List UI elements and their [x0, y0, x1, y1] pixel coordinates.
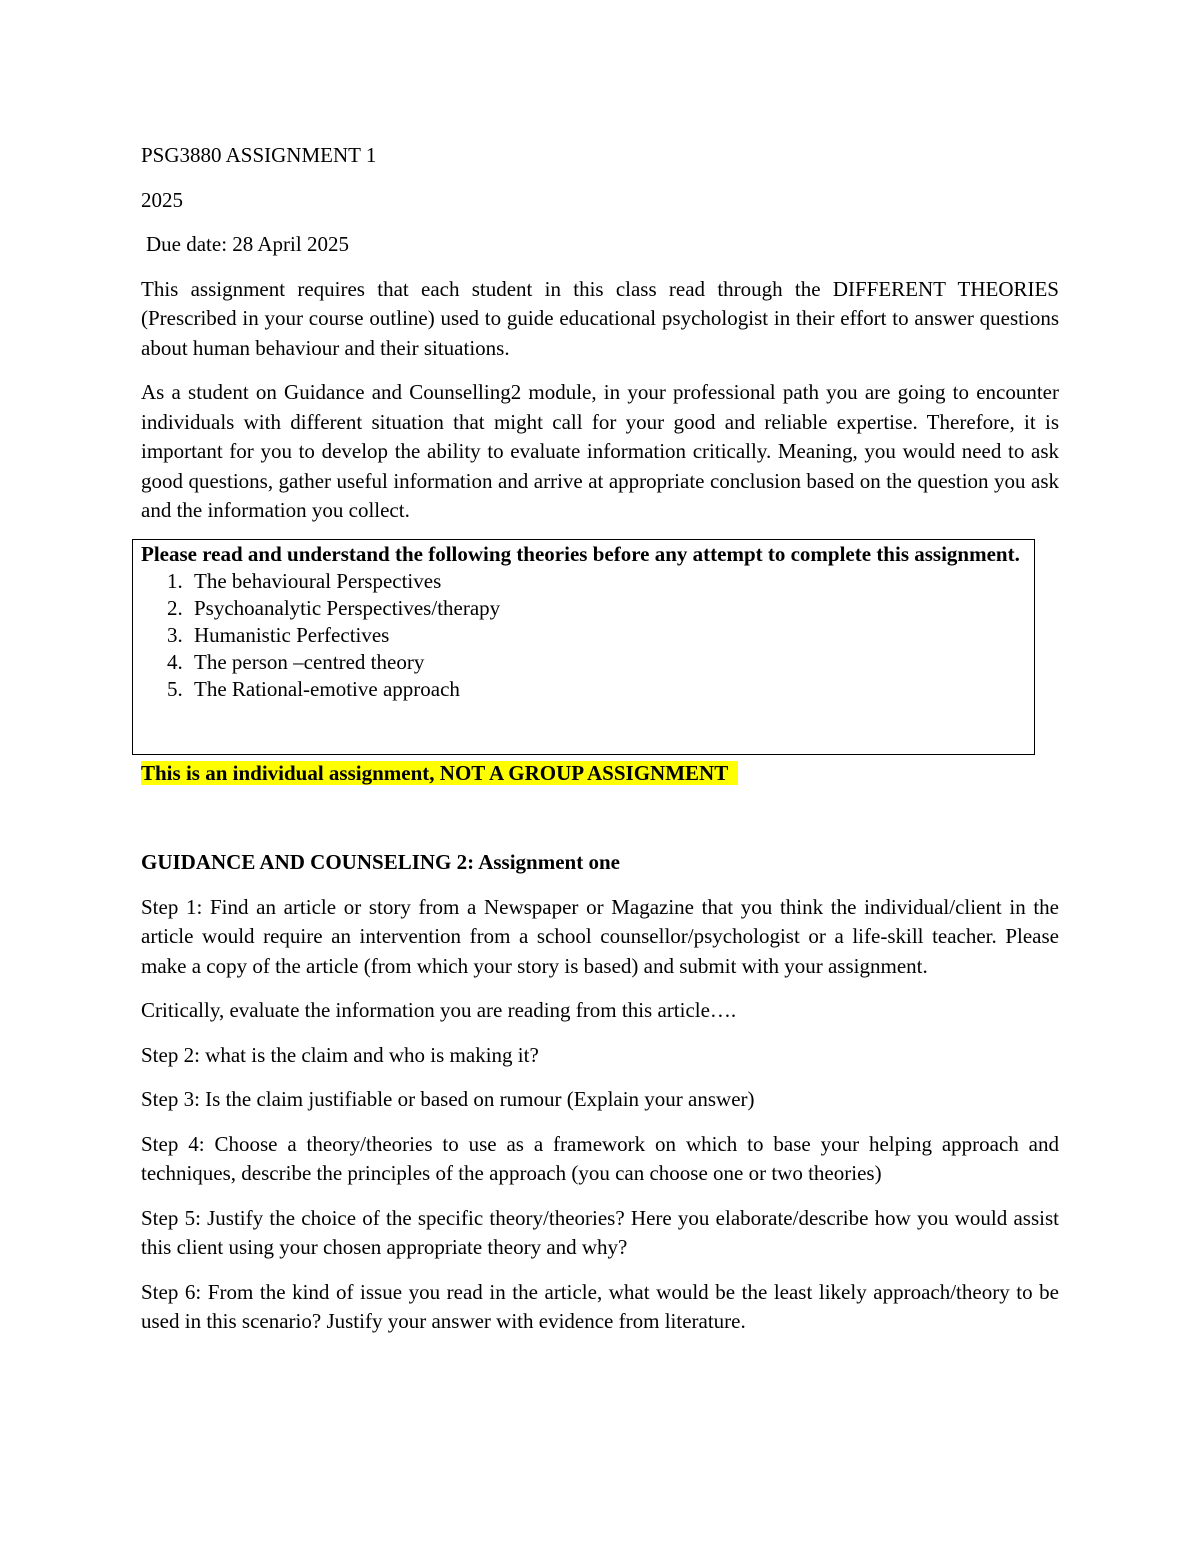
theory-item-number: 1. [167, 568, 183, 593]
theory-item-number: 5. [167, 676, 183, 701]
theory-item-text: Psychoanalytic Perspectives/therapy [194, 595, 501, 620]
theory-item [141, 622, 1028, 649]
theory-box-heading: Please read and understand the following theories before any attempt to complete this assignment. [141, 541, 1020, 566]
critical-note: Critically, evaluate the information you are reading from this article…. [141, 998, 737, 1022]
intro-paragraph: This assignment requires that each student in this class read through the DIFFERENT THEORIES (Prescribed in your course outline) used to guide educational psychologist in their effort to answer questions about human behaviour and their situations. [141, 276, 1059, 360]
theory-box [132, 539, 1035, 755]
student-paragraph: As a student on Guidance and Counselling2 module, in your professional path you are going to encounter individuals with different situation that might call for your good and reliable expertise. Therefore, it is important for you to develop the ability to evaluate information critically. Meaning, you would need to ask good questions, gather useful information and arrive at appropriate conclusion based on the question you ask and the information you collect. [141, 380, 1059, 522]
step-3: Step 3: Is the claim justifiable or based on rumour (Explain your answer) [141, 1087, 755, 1111]
step-4: Step 4: Choose a theory/theories to use as a framework on which to base your helping approach and techniques, describe the principles of the approach (you can choose one or two theories) [141, 1131, 1059, 1185]
step-1: Step 1: Find an article or story from a Newspaper or Magazine that you think the individual/client in the article would require an intervention from a school counsellor/psychologist or a life-skill teacher. Please make a copy of the article (from which your story is based) and submit with your assignment. [141, 894, 1059, 978]
document-page [141, 141, 1059, 1337]
step-2: Step 2: what is the claim and who is making it? [141, 1042, 539, 1067]
individual-notice [141, 759, 1059, 789]
theory-item [141, 595, 1028, 622]
document-title: PSG3880 ASSIGNMENT 1 [141, 143, 377, 167]
section-heading: GUIDANCE AND COUNSELING 2: Assignment one [141, 850, 620, 874]
theory-item-number: 3. [167, 622, 183, 647]
theory-item-text: The person –centred theory [194, 649, 425, 674]
document-year: 2025 [141, 187, 183, 212]
theory-list [141, 568, 1028, 703]
theory-item-text: Humanistic Perfectives [194, 622, 390, 647]
step-5: Step 5: Justify the choice of the specific theory/theories? Here you elaborate/describe how you would assist this client using your chosen appropriate theory and why? [141, 1205, 1059, 1259]
theory-item [141, 649, 1028, 676]
theory-item-number: 4. [167, 649, 183, 674]
theory-item-number: 2. [167, 595, 183, 620]
due-date: Due date: 28 April 2025 [146, 232, 349, 256]
step-6: Step 6: From the kind of issue you read in the article, what would be the least likely approach/theory to be used in this scenario? Justify your answer with evidence from literature. [141, 1279, 1059, 1333]
theory-item [141, 568, 1028, 595]
theory-item [141, 676, 1028, 703]
theory-item-text: The behavioural Perspectives [194, 568, 442, 593]
individual-notice-text: This is an individual assignment, NOT A GROUP ASSIGNMENT [141, 761, 738, 785]
theory-item-text: The Rational-emotive approach [194, 676, 460, 701]
